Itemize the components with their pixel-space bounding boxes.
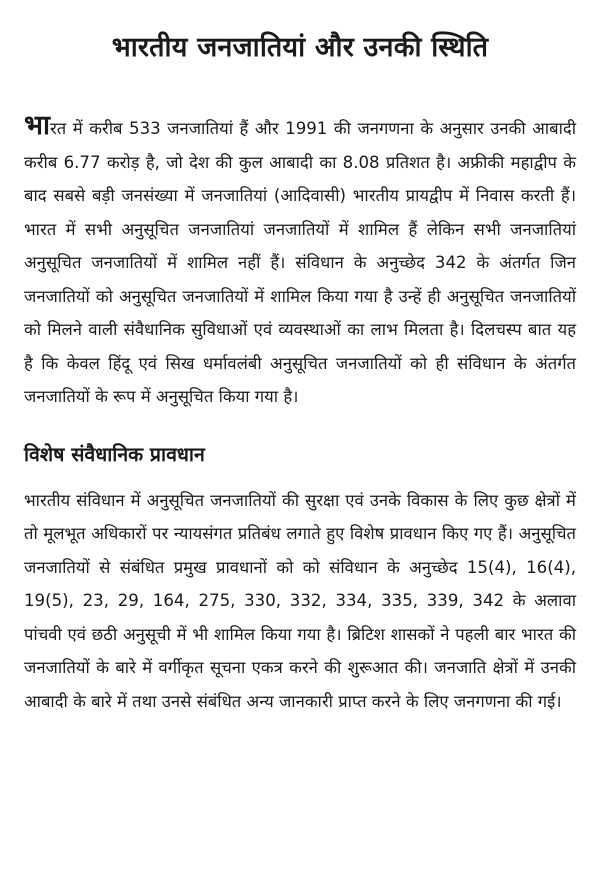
intro-text: रत में करीब 533 जनजातियां हैं और 1991 की जनगणना के अनुसार उनकी आबादी करीब 6.77 करोड़ है, जो देश की कुल आबादी का 8.08 प्रतिशत है। अफ्रीकी महाद्वीप के बाद सबसे बड़ी जनसंख्या में जनजातियां (आदिवासी) भारतीय प्रायद्वीप में निवास करती हैं। भारत में सभी अनुसूचित जनजातियां जनजातियों में शामिल हैं लेकिन सभी जनजातियां अनुसूचित जनजातियों में शामिल नहीं हैं। संविधान के अनुच्छेद 342 के अंतर्गत जिन जनजातियों को अनुसूचित जनजातियों में शामिल किया गया है उन्हें ही अनुसूचित जनजातियों को मिलने वाली संवैधानिक सुविधाओं एवं व्यवस्थाओं का लाभ मिलता है। दिलचस्प बात यह है कि केवल हिंदू एवं सिख धर्मावलंबी अनुसूचित जनजातियों को ही संविधान के अंतर्गत जनजातियों के रूप में अनुसूचित किया गया है। [24, 119, 576, 406]
section-heading: विशेष संवैधानिक प्रावधान [24, 442, 205, 466]
intro-paragraph [24, 112, 576, 414]
drop-cap: भा [24, 110, 50, 141]
page-title: भारतीय जनजातियां और उनकी स्थिति [111, 32, 489, 63]
section-paragraph: भारतीय संविधान में अनुसूचित जनजातियों की सुरक्षा एवं उनके विकास के लिए कुछ क्षेत्रों में तो मूलभूत अधिकारों पर न्यायसंगत प्रतिबंध लगाते हुए विशेष प्रावधान किए गए हैं। अनुसूचित जनजातियों से संबंधित प्रमुख प्रावधानों को को संविधान के अनुच्छेद 15(4), 16(4), 19(5), 23, 29, 164, 275, 330, 332, 334, 335, 339, 342 के अलावा पांचवी एवं छठी अनुसूची में भी शामिल किया गया है। ब्रिटिश शासकों ने पहली बार भारत की जनजातियों के बारे में वर्गीकृत सूचना एकत्र करने की शुरूआत की। जनजाति क्षेत्रों में उनकी आबादी के बारे में तथा उनसे संबंधित अन्य जानकारी प्राप्त करने के लिए जनगणना की गई। [24, 490, 576, 711]
